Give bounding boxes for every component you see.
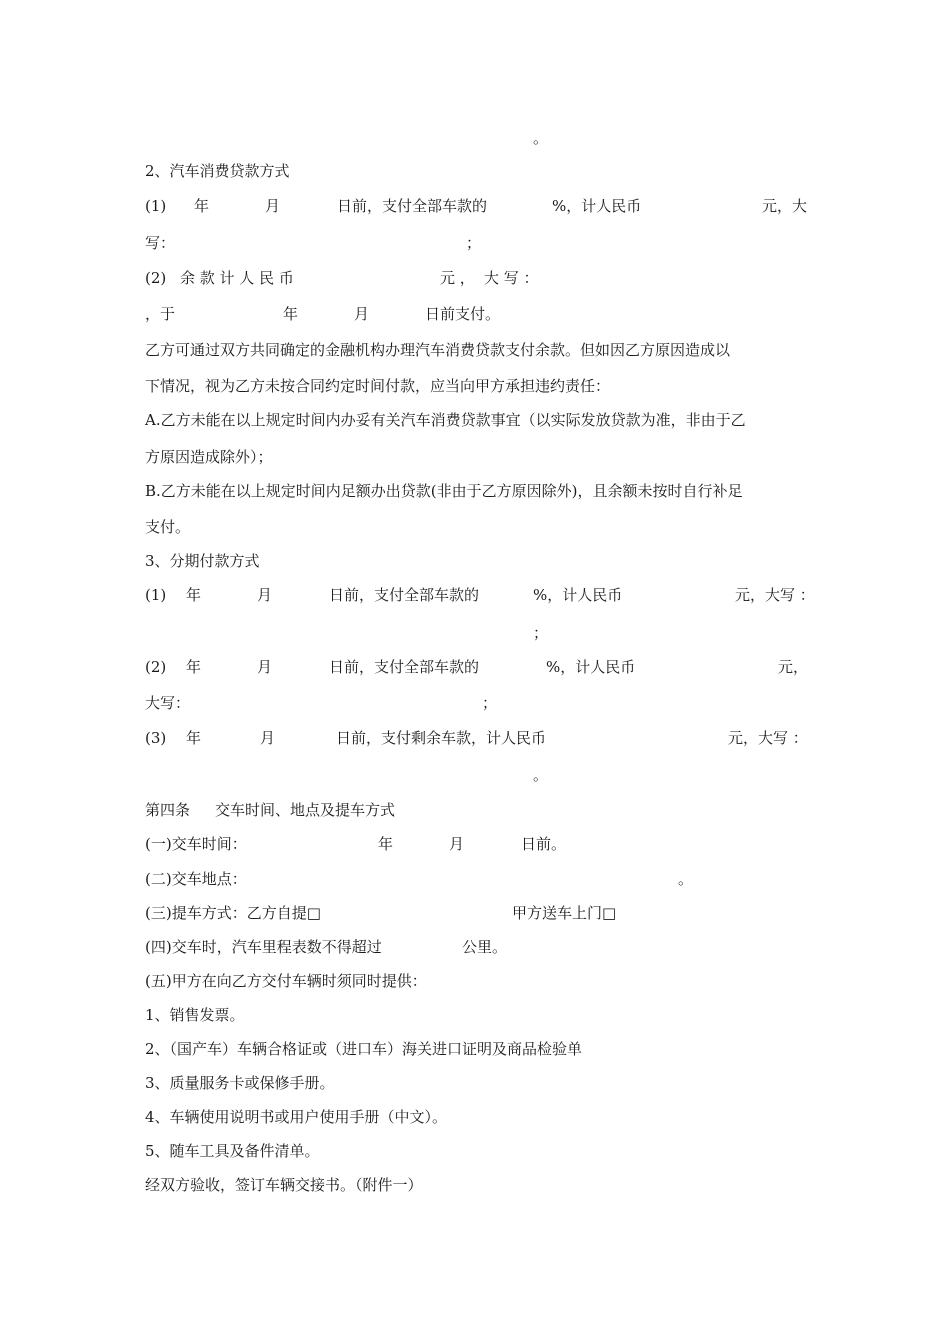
text-month: 月 xyxy=(265,197,281,215)
text-clause: 公里。 xyxy=(462,938,508,956)
item-number: (1) xyxy=(145,586,167,604)
text-clause: (二)交车地点： xyxy=(145,870,247,888)
text-clause: (三)提车方式：乙方自提□ xyxy=(145,904,321,922)
text-year: 年 xyxy=(186,586,202,604)
text-semicolon: ； xyxy=(482,694,498,712)
article-title: 交车时间、地点及提车方式 xyxy=(215,801,396,819)
text-semicolon: ； xyxy=(466,234,482,252)
text-clause: %，计人民币 xyxy=(546,658,636,676)
text-period: 。 xyxy=(533,766,549,784)
text-clause: 写： xyxy=(145,234,176,252)
paragraph-line: (五)甲方在向乙方交付车辆时须同时提供： xyxy=(145,972,427,990)
text-clause: 元 ， xyxy=(440,269,475,287)
paragraph-line: 方原因造成除外）； xyxy=(145,448,273,466)
list-item: 2、（国产车）车辆合格证或（进口车）海关进口证明及商品检验单 xyxy=(145,1040,583,1058)
text-year: 年 xyxy=(378,835,394,853)
text-clause: 日前。 xyxy=(521,835,567,853)
text-month: 月 xyxy=(260,729,276,747)
text-clause: 日前支付。 xyxy=(425,305,501,323)
paragraph-line: 经双方验收，签订车辆交接书。（附件一） xyxy=(145,1176,423,1194)
list-item: 3、质量服务卡或保修手册。 xyxy=(145,1074,335,1092)
list-item: 5、随车工具及备件清单。 xyxy=(145,1142,320,1160)
text-clause: 大写： xyxy=(145,694,191,712)
text-clause: 元， xyxy=(778,658,809,676)
text-clause: 日前，支付全部车款的 xyxy=(329,586,480,604)
text-semicolon: ； xyxy=(533,624,549,642)
text-month: 月 xyxy=(354,305,370,323)
paragraph-line: 下情况，视为乙方未按合同约定时间付款，应当向甲方承担违约责任： xyxy=(145,377,611,395)
text-clause: 大 写 ： xyxy=(484,269,539,287)
text-month: 月 xyxy=(449,835,465,853)
text-clause: %，计人民币 xyxy=(552,197,642,215)
text-year: 年 xyxy=(186,729,202,747)
paragraph-line: B.乙方未能在以上规定时间内足额办出贷款(非由于乙方原因除外)，且余额未按时自行补足 xyxy=(145,482,743,500)
article-number: 第四条 xyxy=(145,801,191,819)
list-item: 4、车辆使用说明书或用户使用手册（中文）。 xyxy=(145,1108,448,1126)
item-number: (3) xyxy=(145,729,167,747)
text-clause: 元，大写 ： xyxy=(728,729,808,747)
text-clause: %，计人民币 xyxy=(533,586,623,604)
text-year: 年 xyxy=(194,197,210,215)
text-clause: 日前，支付全部车款的 xyxy=(337,197,488,215)
text-month: 月 xyxy=(257,586,273,604)
item-number: (2) xyxy=(145,658,167,676)
text-clause: 日前，支付全部车款的 xyxy=(329,658,480,676)
paragraph-line: A.乙方未能在以上规定时间内办妥有关汽车消费贷款事宜（以实际发放贷款为准，非由于乙 xyxy=(145,411,746,429)
text-year: 年 xyxy=(283,305,299,323)
text-clause: 元，大 xyxy=(762,197,808,215)
paragraph-line: 支付。 xyxy=(145,518,191,536)
text-clause: (四)交车时，汽车里程表数不得超过 xyxy=(145,938,382,956)
text-period: 。 xyxy=(533,129,549,147)
text-clause: 甲方送车上门□ xyxy=(512,904,617,922)
list-item: 1、销售发票。 xyxy=(145,1006,245,1024)
section-heading: 2、汽车消费贷款方式 xyxy=(145,162,290,180)
paragraph-line: 乙方可通过双方共同确定的金融机构办理汽车消费贷款支付余款。但如因乙方原因造成以 xyxy=(145,341,731,359)
text-clause: ，于 xyxy=(145,305,176,323)
section-heading: 3、分期付款方式 xyxy=(145,552,260,570)
text-clause: 元，大写 ： xyxy=(735,586,815,604)
text-period: 。 xyxy=(678,870,694,888)
text-clause: 日前，支付剩余车款，计人民币 xyxy=(336,729,547,747)
text-month: 月 xyxy=(257,658,273,676)
text-year: 年 xyxy=(186,658,202,676)
item-number: (2) xyxy=(145,269,167,287)
text-clause: 余 款 计 人 民 币 xyxy=(180,269,294,287)
item-number: (1) xyxy=(145,197,167,215)
text-clause: (一)交车时间： xyxy=(145,835,247,853)
